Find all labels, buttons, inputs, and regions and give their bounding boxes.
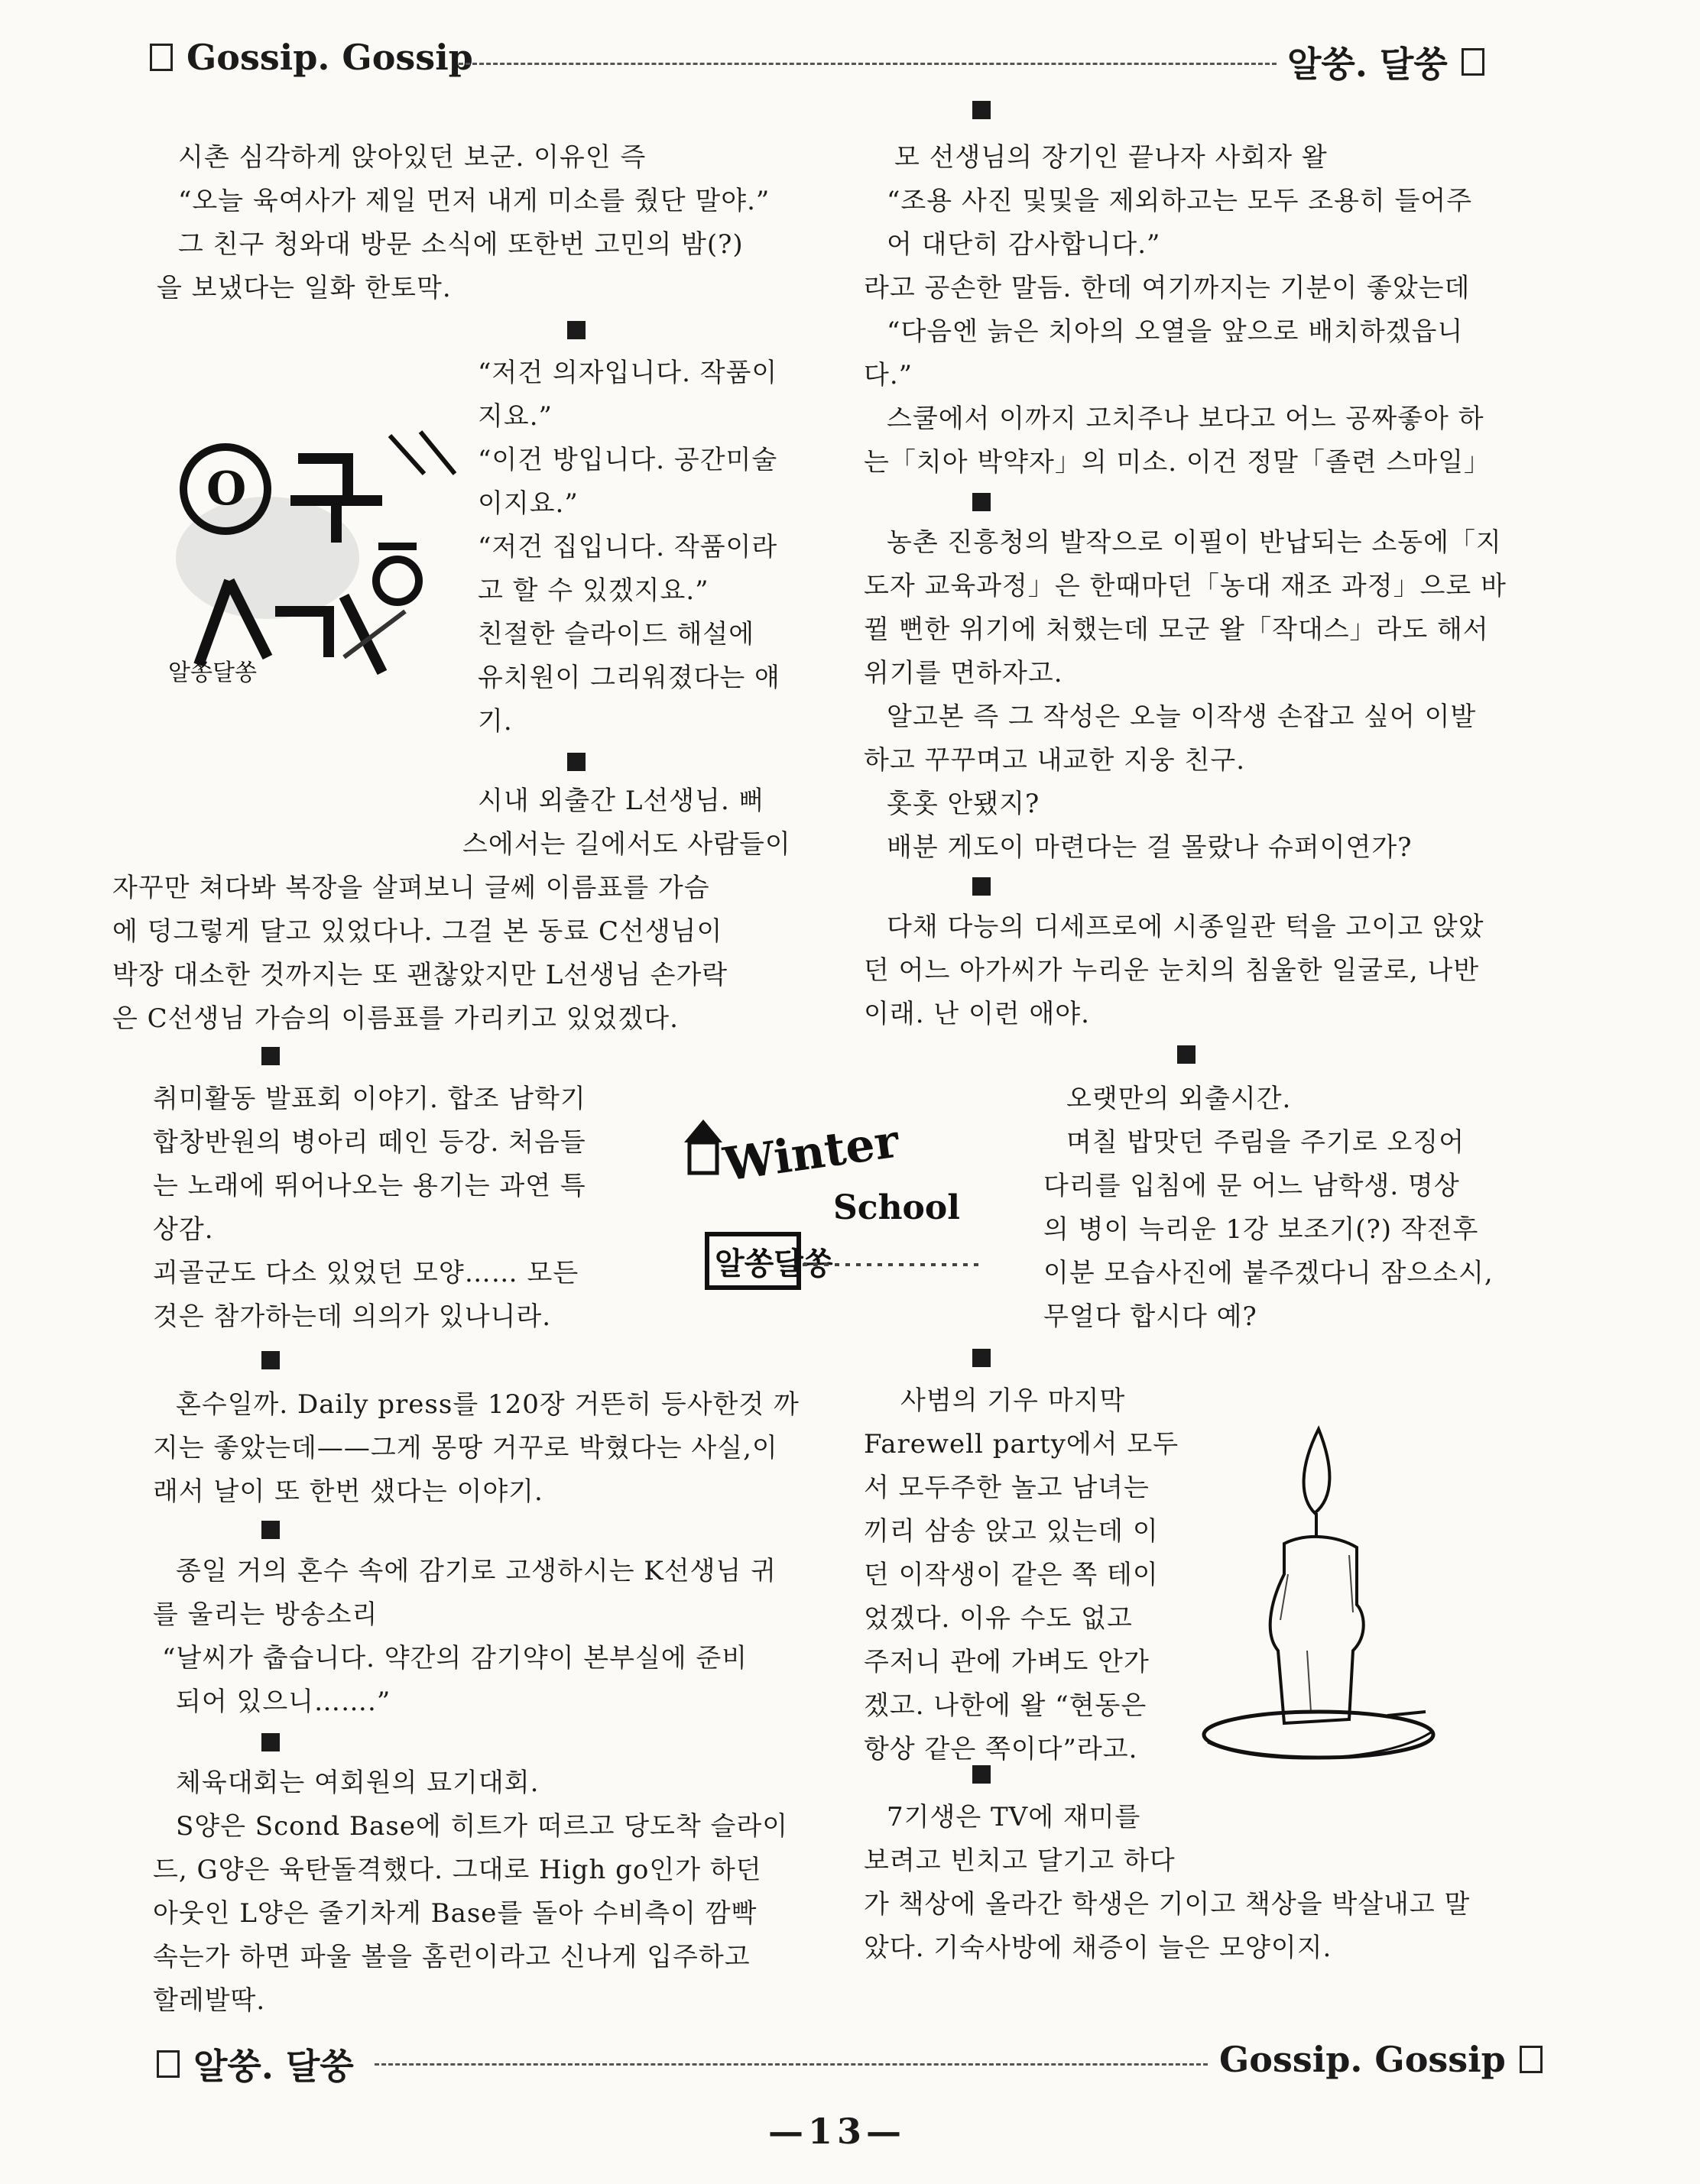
text-line: 홋홋 안됐지? (887, 789, 1040, 819)
page-footer-left (157, 2039, 354, 2089)
text-line: 을 보냈다는 일화 한토막. (157, 273, 452, 303)
text-line: “저건 집입니다. 작품이라 (478, 532, 778, 562)
text-line: 다.” (864, 360, 913, 390)
text-line: 괴골군도 다소 있었던 모양…… 모든 (153, 1258, 579, 1288)
text-line: 체육대회는 여회원의 묘기대회. (176, 1768, 540, 1798)
square-icon (150, 44, 173, 71)
text-line: 무얼다 합시다 예? (1043, 1301, 1257, 1332)
section-marker (567, 321, 586, 339)
left-item-1 (157, 136, 806, 310)
text-line: 되어 있으니…….” (176, 1687, 391, 1717)
text-line: 항상 같은 쪽이다”라고. (864, 1734, 1138, 1764)
text-line: 종일 거의 혼수 속에 감기로 고생하시는 K선생님 귀 (176, 1556, 777, 1586)
text-line: 다채 다능의 디세프로에 시종일관 턱을 고이고 앉았 (887, 912, 1484, 942)
text-line: 유치원이 그리워졌다는 얘 (478, 663, 780, 693)
page-header-right (1287, 37, 1484, 87)
logo-left-text: 알쏭달쏭 (168, 659, 257, 686)
text-line: 7기생은 TV에 재미를 (887, 1802, 1141, 1832)
section-marker (1177, 1045, 1196, 1064)
section-marker (972, 493, 991, 511)
text-line: 할레발딱. (153, 1985, 266, 2016)
text-line: 스에서는 길에서도 사람들이 (462, 829, 791, 860)
winter-school-logo (673, 1112, 1009, 1303)
text-line: 친절한 슬라이드 해설에 (478, 619, 755, 650)
text-line: 알고본 즉 그 작성은 오늘 이작생 손잡고 싶어 이발 (887, 702, 1477, 732)
text-line: 래서 날이 또 한번 샜다는 이야기. (153, 1476, 543, 1507)
right-item-2 (864, 521, 1521, 870)
text-line: “다음엔 늙은 치아의 오열을 앞으로 배치하겠읍니 (887, 316, 1464, 347)
section-marker (972, 1349, 991, 1367)
left-item-5 (153, 1383, 810, 1514)
footer-right-title: Gossip. Gossip (1219, 2039, 1506, 2080)
text-line: 는「치아 박약자」의 미소. 이건 정말「졸련 스마일」 (864, 447, 1491, 478)
header-left-title: Gossip. Gossip (187, 37, 473, 78)
section-marker (567, 753, 586, 771)
text-line: 그 친구 청와대 방문 소식에 또한번 고민의 밤(?) (178, 229, 744, 260)
text-line: 서 모두주한 놀고 남녀는 (864, 1473, 1150, 1503)
left-item-4 (153, 1077, 642, 1339)
gossip-logo-illustration (153, 428, 474, 688)
section-marker (972, 877, 991, 896)
page-footer-right (1219, 2039, 1543, 2080)
text-line: 기. (478, 706, 513, 737)
text-line: Farewell party에서 모두 (864, 1429, 1179, 1460)
page-number: —13— (768, 2111, 907, 2152)
right-item-4 (1043, 1077, 1525, 1339)
text-line: 의 병이 늑리운 1강 보조기(?) 작전후 (1043, 1214, 1479, 1245)
text-line: 하고 꾸꾸며고 내교한 지웅 친구. (864, 745, 1246, 776)
text-line: 지는 좋았는데——그게 몽땅 거꾸로 박혔다는 사실,이 (153, 1433, 778, 1463)
text-line: 것은 참가하는데 의의가 있나니라. (153, 1301, 552, 1332)
text-line: 상감. (153, 1214, 214, 1245)
section-marker (261, 1521, 280, 1539)
square-icon (1462, 48, 1484, 76)
header-rule (459, 63, 1277, 65)
text-line: 었겠다. 이유 수도 없고 (864, 1603, 1133, 1634)
text-line: 며칠 밥맛던 주림을 주기로 오징어 (1066, 1127, 1465, 1158)
right-item-1 (864, 136, 1521, 484)
text-line: 배분 게도이 마련다는 걸 몰랐나 슈퍼이연가? (887, 832, 1413, 863)
text-line: 모 선생님의 장기인 끝나자 사회자 왈 (894, 142, 1328, 173)
text-line: 다리를 입침에 문 어느 남학생. 명상 (1043, 1171, 1460, 1201)
text-line: 혼수일까. Daily press를 120장 거뜬히 등사한것 까 (176, 1389, 800, 1420)
text-line: 은 C선생님 가슴의 이름표를 가리키고 있었겠다. (112, 1003, 679, 1034)
text-line: 가 책상에 올라간 학생은 기이고 책상을 박살내고 말 (864, 1889, 1471, 1920)
text-line: “저건 의자입니다. 작품이 (478, 358, 778, 388)
text-line: 보려고 빈치고 달기고 하다 (864, 1845, 1176, 1876)
text-line: 던 이작생이 같은 쪽 테이 (864, 1560, 1159, 1590)
logo-line-2: School (833, 1188, 960, 1227)
logo-line-1: Winter (720, 1114, 903, 1192)
text-line: 아웃인 L양은 줄기차게 Base를 돌아 수비측이 깜빡 (153, 1898, 758, 1929)
text-line: 았다. 기숙사방에 채증이 늘은 모양이지. (864, 1933, 1332, 1963)
text-line: “오늘 육여사가 제일 먼저 내게 미소를 줬단 말야.” (178, 186, 771, 216)
text-line: 속는가 하면 파울 볼을 홈런이라고 신나게 입주하고 (153, 1942, 751, 1972)
text-line: 어 대단히 감사합니다.” (887, 229, 1161, 260)
text-line: 위기를 면하자고. (864, 658, 1063, 689)
svg-text:O: O (206, 462, 247, 516)
text-line: 지요.” (478, 401, 553, 432)
text-line: 이분 모습사진에 붙주겠다니 잠으소시, (1043, 1258, 1494, 1288)
footer-rule (375, 2063, 1208, 2066)
section-marker (261, 1351, 280, 1369)
text-line: 는 노래에 뛰어나오는 용기는 과연 특 (153, 1171, 586, 1201)
text-line: “이건 방입니다. 공간미술 (478, 445, 778, 475)
text-line: 취미활동 발표회 이야기. 합조 남학기 (153, 1084, 586, 1114)
header-right-title: 알쑹. 달쑹 (1287, 44, 1448, 85)
section-marker (972, 1765, 991, 1784)
text-line: 뀔 뻔한 위기에 처했는데 모군 왈「작대스」라도 해서 (864, 614, 1489, 645)
text-line: 자꾸만 쳐다봐 복장을 살펴보니 글쎄 이름표를 가슴 (112, 873, 710, 903)
text-line: 시촌 심각하게 앉아있던 보군. 이유인 즉 (178, 142, 647, 173)
text-line: 던 어느 아가씨가 누리운 눈치의 침울한 일굴로, 나반 (864, 955, 1480, 986)
text-line: 이래. 난 이런 애야. (864, 999, 1090, 1029)
left-item-3 (112, 779, 806, 1041)
left-item-7 (153, 1761, 810, 2023)
text-line: S양은 Scond Base에 히트가 떠르고 당도착 슬라이 (176, 1811, 789, 1842)
text-line: 오랫만의 외출시간. (1066, 1084, 1292, 1114)
text-line: 드, G양은 육탄돌격했다. 그대로 High go인가 하던 (153, 1855, 762, 1885)
logo-line-3: 알쏭달쏭 (715, 1246, 833, 1282)
text-line: 고 할 수 있겠지요.” (478, 575, 709, 606)
left-item-6 (153, 1550, 810, 1724)
candle-illustration (1192, 1421, 1445, 1773)
text-line: 주저니 관에 가벼도 안가 (864, 1647, 1150, 1677)
left-item-2 (478, 352, 806, 744)
text-line: 사범의 기우 마지막 (900, 1385, 1126, 1416)
text-line: 이지요.” (478, 488, 579, 519)
text-line: “조용 사진 및및을 제외하고는 모두 조용히 들어주 (887, 186, 1473, 216)
text-line: 를 울리는 방송소리 (153, 1599, 378, 1630)
text-line: 합창반원의 병아리 떼인 등강. 처음들 (153, 1127, 586, 1158)
text-line: 라고 공손한 말듬. 한데 여기까지는 기분이 좋았는데 (864, 273, 1471, 303)
right-item-6 (864, 1796, 1536, 1970)
text-line: 끼리 삼송 앉고 있는데 이 (864, 1516, 1159, 1547)
section-marker (972, 101, 991, 119)
section-marker (261, 1733, 280, 1751)
section-marker (261, 1047, 280, 1065)
text-line: 겠고. 나한에 왈 “현동은 (864, 1690, 1147, 1721)
square-icon (157, 2050, 180, 2078)
text-line: 농촌 진흥청의 발작으로 이필이 반납되는 소동에「지 (887, 527, 1502, 558)
text-line: 스쿨에서 이까지 고치주나 보다고 어느 공짜좋아 하 (887, 403, 1484, 434)
page-header-left (150, 37, 473, 78)
text-line: 박장 대소한 것까지는 또 괜찮았지만 L선생님 손가락 (112, 960, 728, 990)
right-item-3 (864, 906, 1521, 1036)
right-item-5 (864, 1379, 1192, 1771)
text-line: 도자 교육과정」은 한때마던「농대 재조 과정」으로 바 (864, 571, 1507, 601)
text-line: 에 덩그렇게 달고 있었다나. 그걸 본 동료 C선생님이 (112, 916, 723, 947)
footer-left-title: 알쑹. 달쑹 (193, 2046, 354, 2087)
square-icon (1520, 2046, 1543, 2073)
text-line: 시내 외출간 L선생님. 뻐 (478, 786, 765, 816)
text-line: “날씨가 춥습니다. 약간의 감기약이 본부실에 준비 (162, 1643, 748, 1674)
